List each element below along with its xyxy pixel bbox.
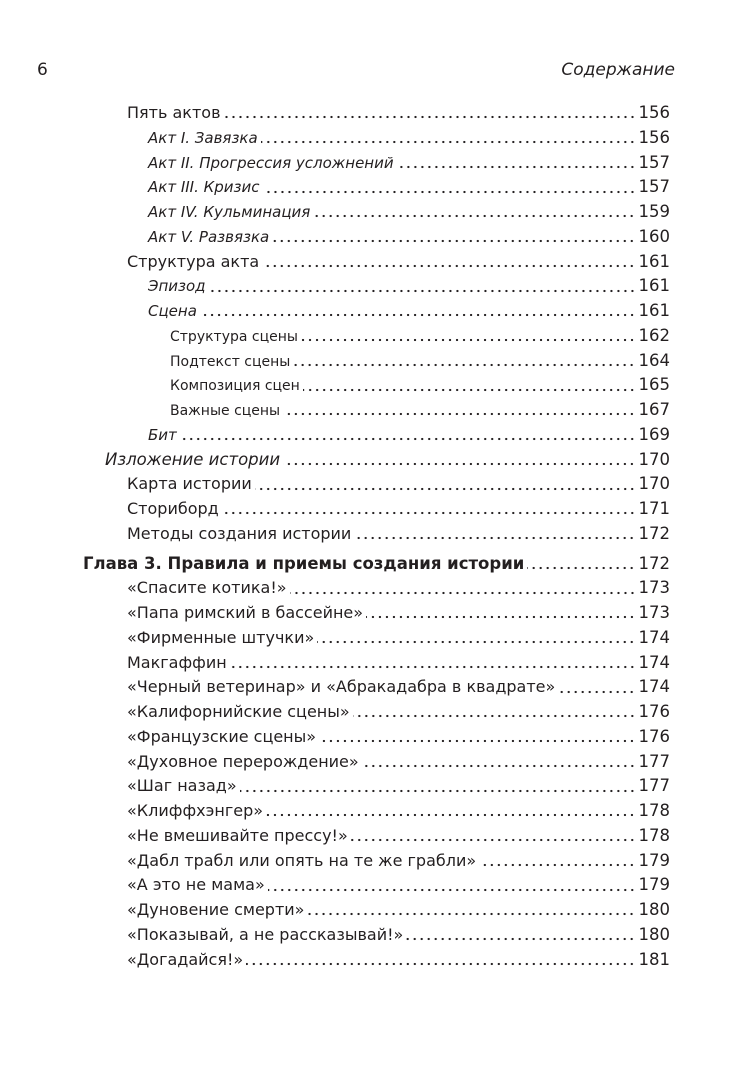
toc-entry-page: 167: [638, 400, 670, 419]
dot-leader: [262, 264, 635, 268]
toc-entry-page: 169: [638, 424, 670, 444]
toc-entry-page: 174: [638, 677, 670, 697]
toc-entry[interactable]: [0, 274, 670, 299]
toc-entry-page: 176: [638, 702, 670, 721]
toc-entry-title: «Французские сцены»: [127, 726, 317, 746]
toc-entry-page: 173: [638, 578, 670, 598]
dot-leader: [362, 764, 636, 768]
toc-entry-page: 165: [638, 375, 670, 395]
toc-entry[interactable]: [0, 948, 670, 973]
toc-entry-title: Карта истории: [127, 474, 252, 494]
dot-leader: [200, 313, 636, 317]
toc-entry-page: 160: [638, 226, 670, 246]
toc-entry[interactable]: [0, 873, 670, 898]
toc-entry-page: 178: [638, 801, 670, 820]
dot-leader: [263, 190, 636, 194]
toc-entry[interactable]: [0, 725, 670, 750]
dot-leader: [224, 115, 636, 119]
toc-entry-page: 180: [638, 924, 670, 944]
toc-entry-title: «Папа римский в бассейне»: [127, 603, 364, 622]
toc-entry[interactable]: [0, 522, 670, 547]
dot-leader: [222, 511, 636, 515]
toc-entry-title: Изложение истории: [105, 449, 281, 469]
toc-entry-title: Бит: [148, 425, 177, 444]
dot-leader: [301, 338, 636, 342]
toc-entry-page: 156: [638, 103, 670, 122]
toc-entry[interactable]: [0, 552, 670, 577]
toc-entry-title: Сториборд: [127, 499, 219, 518]
toc-entry-title: Подтекст сцены: [170, 353, 291, 370]
toc-entry-title: Методы создания истории: [127, 523, 352, 543]
toc-entry[interactable]: [0, 250, 670, 275]
toc-entry-title: Акт II. Прогрессия усложнений: [148, 153, 394, 172]
toc-entry-page: 170: [638, 474, 670, 494]
toc-entry-page: 157: [638, 152, 670, 172]
dot-leader: [290, 591, 636, 595]
toc-entry-page: 172: [638, 523, 670, 543]
dot-leader: [366, 615, 635, 619]
toc-entry[interactable]: [0, 175, 670, 200]
toc-entry-page: 180: [638, 900, 670, 919]
toc-entry-page: 171: [638, 499, 670, 518]
dot-leader: [209, 289, 636, 293]
toc-entry-page: 159: [638, 202, 670, 221]
toc-entry-title: «Духовное перерождение»: [127, 751, 359, 771]
toc-entry[interactable]: [0, 824, 670, 849]
toc-entry[interactable]: [0, 799, 670, 824]
toc-entry[interactable]: [0, 225, 670, 250]
toc-entry[interactable]: [0, 373, 670, 398]
toc-entry[interactable]: [0, 497, 670, 522]
toc-entry-page: 156: [638, 127, 670, 147]
dot-leader: [180, 437, 636, 441]
toc-entry[interactable]: [0, 923, 670, 948]
toc-entry-page: 174: [638, 652, 670, 672]
toc-entry[interactable]: [0, 750, 670, 775]
toc-entry[interactable]: [0, 601, 670, 626]
toc-entry-title: «Дабл трабл или опять на те же грабли»: [127, 850, 477, 870]
toc-entry-title: Структура акта: [127, 251, 260, 271]
toc-entry-page: 161: [638, 301, 670, 320]
toc-entry-title: Эпизод: [148, 277, 206, 296]
toc-entry-page: 179: [638, 875, 670, 895]
toc-entry-page: 164: [638, 350, 670, 370]
toc-entry-title: Композиция сцен: [170, 378, 300, 395]
toc-entry[interactable]: [0, 898, 670, 923]
dot-leader: [261, 140, 636, 144]
dot-leader: [397, 165, 636, 169]
dot-leader: [283, 412, 635, 416]
toc-entry-page: 173: [638, 603, 670, 622]
toc-entry-title: Сцена: [148, 302, 197, 320]
toc-entry-page: 177: [638, 751, 670, 771]
toc-entry[interactable]: [0, 398, 670, 423]
dot-leader: [479, 863, 635, 867]
toc-entry[interactable]: [0, 448, 670, 473]
toc-entry-title: «Показывай, а не рассказывай!»: [127, 924, 404, 944]
toc-entry-title: «Калифорнийские сцены»: [127, 702, 350, 721]
toc-entry-page: 172: [638, 553, 670, 573]
running-title: Содержание: [561, 60, 675, 80]
dot-leader: [293, 363, 635, 367]
toc-entry-title: «Дуновение смерти»: [127, 900, 305, 919]
toc-entry-page: 174: [638, 627, 670, 647]
toc-entry-title: «Догадайся!»: [127, 949, 244, 969]
dot-leader: [527, 566, 635, 570]
toc-entry-title: Глава 3. Правила и приемы создания истории: [83, 553, 525, 573]
toc-entry[interactable]: [0, 349, 670, 374]
toc-entry-page: 177: [638, 776, 670, 796]
toc-entry[interactable]: [0, 126, 670, 151]
dot-leader: [303, 388, 636, 392]
toc-entry[interactable]: [0, 576, 670, 601]
toc-entry-page: 157: [638, 177, 670, 197]
toc-entry[interactable]: [0, 324, 670, 349]
toc-entry-title: «Фирменные штучки»: [127, 627, 315, 647]
toc-entry-title: «Шаг назад»: [127, 776, 237, 796]
toc-entry-title: «Не вмешивайте прессу!»: [127, 825, 348, 845]
toc-entry-page: 179: [638, 850, 670, 870]
toc-entry[interactable]: [0, 626, 670, 651]
toc-entry-title: «Черный ветеринар» и «Абракадабра в квадрате»: [127, 677, 556, 697]
toc-entry-page: 181: [638, 949, 670, 969]
dot-leader: [272, 239, 635, 243]
toc-entry-title: Акт I. Завязка: [148, 128, 258, 147]
toc-entry-page: 162: [638, 325, 670, 345]
dot-leader: [354, 536, 635, 540]
toc-entry-title: Важные сцены: [170, 403, 281, 419]
toc-entry[interactable]: [0, 299, 670, 324]
toc-entry[interactable]: [0, 472, 670, 497]
toc-entry-page: 161: [638, 276, 670, 296]
toc-entry-page: 178: [638, 825, 670, 845]
dot-leader: [558, 690, 635, 694]
toc-entry[interactable]: [0, 200, 670, 225]
toc-entry-title: Макгаффин: [127, 652, 227, 672]
toc-entry[interactable]: [0, 700, 670, 725]
toc-entry-title: Акт V. Развязка: [148, 227, 270, 246]
dot-leader: [406, 937, 635, 941]
dot-leader: [317, 640, 635, 644]
toc-entry[interactable]: [0, 675, 670, 700]
toc-entry-title: «Спасите котика!»: [127, 578, 287, 598]
dot-leader: [246, 962, 635, 966]
dot-leader: [351, 838, 636, 842]
dot-leader: [230, 665, 636, 669]
toc-entry-title: Пять актов: [127, 103, 221, 122]
toc-entry-page: 170: [638, 449, 670, 469]
toc-entry[interactable]: [0, 774, 670, 799]
toc-entry-title: Акт IV. Кульминация: [148, 203, 311, 221]
toc-entry[interactable]: [0, 151, 670, 176]
dot-leader: [240, 789, 636, 793]
toc-entry-title: «Клиффхэнгер»: [127, 801, 264, 820]
toc-entry-page: 161: [638, 251, 670, 271]
dot-leader: [266, 813, 635, 817]
dot-leader: [307, 912, 635, 916]
toc-entry[interactable]: [0, 651, 670, 676]
toc-entry[interactable]: [0, 101, 670, 126]
page-number: 6: [37, 60, 48, 80]
toc-entry-page: 176: [638, 726, 670, 746]
dot-leader: [313, 214, 635, 218]
dot-leader: [268, 888, 636, 892]
toc-entry-title: Акт III. Кризис: [148, 178, 260, 197]
dot-leader: [353, 714, 636, 718]
dot-leader: [283, 462, 635, 466]
table-of-contents: [0, 101, 738, 972]
toc-entry[interactable]: [0, 849, 670, 874]
dot-leader: [255, 487, 636, 491]
toc-entry-title: «А это не мама»: [127, 875, 265, 895]
toc-entry[interactable]: [0, 423, 670, 448]
toc-entry-title: Структура сцены: [170, 328, 298, 345]
dot-leader: [319, 739, 635, 743]
